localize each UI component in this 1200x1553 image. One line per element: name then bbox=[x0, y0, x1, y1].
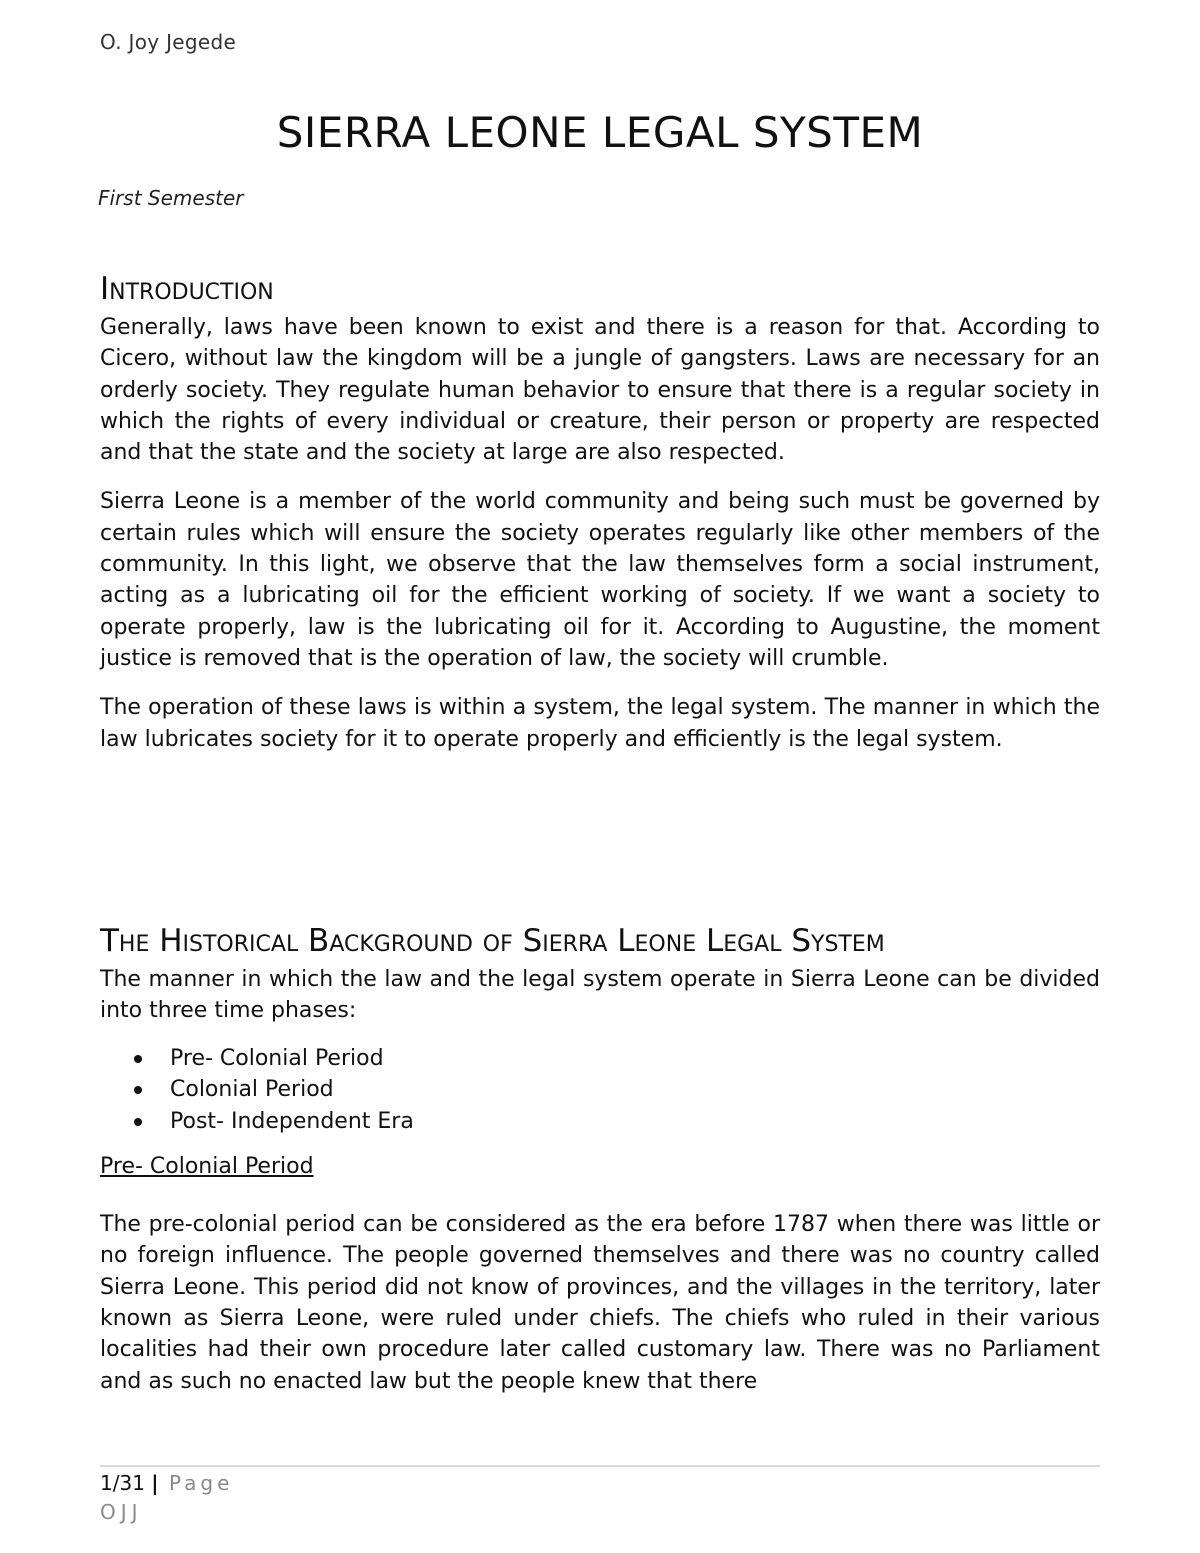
footer-initials: OJJ bbox=[100, 1500, 143, 1524]
page-label: Page bbox=[168, 1471, 234, 1495]
page-number: 1/31 bbox=[100, 1471, 145, 1495]
list-item bbox=[100, 1106, 1100, 1138]
bullet-icon bbox=[134, 1055, 142, 1063]
pre-colonial-paragraph: The pre-colonial period can be considered as the era before 1787 when there was little or no foreign influence. The people governed themselves and there was no country called Sierra Leone. This period did not know of provinces, and the villages in the territory, later known as Sierra Leone, were ruled under chiefs. The chiefs who ruled in their various localities had their own procedure later called customary law. There was no Parliament and as such no enacted law but the people knew that there bbox=[100, 1212, 1100, 1394]
pre-colonial-subheading: Pre- Colonial Period bbox=[100, 1154, 314, 1180]
bullet-icon bbox=[134, 1086, 142, 1094]
list-item bbox=[100, 1074, 1100, 1106]
intro-paragraph-3: The operation of these laws is within a system, the legal system. The manner in which the law lubricates society for it to operate properly and efficiently is the legal system. bbox=[100, 695, 1100, 752]
phase-label: Colonial Period bbox=[170, 1077, 334, 1103]
introduction-heading: Introduction bbox=[100, 271, 274, 307]
header-author: O. Joy Jegede bbox=[100, 30, 237, 54]
bullet-icon bbox=[134, 1118, 142, 1126]
phases-list bbox=[100, 1043, 1100, 1138]
intro-paragraph-2: Sierra Leone is a member of the world community and being such must be governed by certain rules which will ensure the society operates regularly like other members of the community. In this light, we observe that the law themselves form a social instrument, acting as a lubricating oil for the efficient working of society. If we want a society to operate properly, law is the lubricating oil for it. According to Augustine, the moment justice is removed that is the operation of law, the society will crumble. bbox=[100, 489, 1100, 671]
document-subtitle: First Semester bbox=[98, 186, 244, 210]
intro-paragraph-1: Generally, laws have been known to exist and there is a reason for that. According to Cicero, without law the kingdom will be a jungle of gangsters. Laws are necessary for an orderly society. They regulate human behavior to ensure that there is a regular society in which the rights of every individual or creature, their person or property are respected and that the state and the society at large are also respected. bbox=[100, 315, 1100, 466]
phase-label: Post- Independent Era bbox=[170, 1108, 414, 1134]
phase-label: Pre- Colonial Period bbox=[170, 1045, 384, 1071]
list-item bbox=[100, 1043, 1100, 1075]
historical-intro-paragraph: The manner in which the law and the legal system operate in Sierra Leone can be divided into three time phases: bbox=[100, 967, 1100, 1024]
page-separator: | bbox=[151, 1471, 159, 1495]
introduction-section bbox=[100, 266, 1100, 773]
historical-section bbox=[100, 918, 1100, 1415]
footer-page-indicator bbox=[100, 1471, 233, 1495]
historical-heading: The Historical Background of Sierra Leone Legal System bbox=[100, 923, 885, 959]
document-title: SIERRA LEONE LEGAL SYSTEM bbox=[276, 108, 924, 157]
footer-divider bbox=[100, 1465, 1100, 1467]
